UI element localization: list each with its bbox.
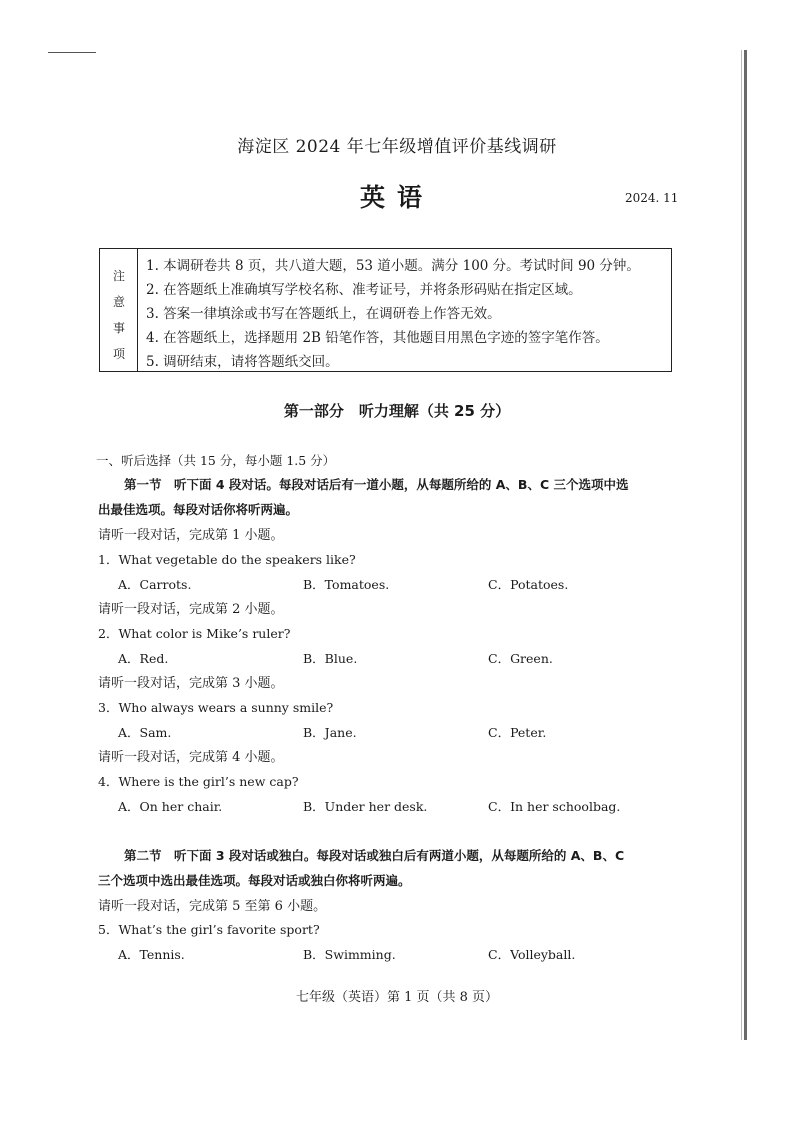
notice-item: 4. 在答题纸上，选择题用 2B 铅笔作答，其他题目用黑色字迹的签字笔作答。 xyxy=(146,330,609,346)
option-b: B．Tomatoes. xyxy=(303,577,390,592)
option-a: A．Sam. xyxy=(118,725,172,740)
notice-item: 2. 在答题纸上准确填写学校名称、准考证号，并将条形码贴在指定区域。 xyxy=(146,282,582,298)
section-instruction: 三个选项中选出最佳选项。每段对话或独白你将听两遍。 xyxy=(98,873,411,888)
section-instruction: 第二节 听下面 3 段对话或独白。每段对话或独白后有两道小题，从每题所给的 A、B、C xyxy=(124,848,625,863)
notice-heading-char: 注 xyxy=(112,269,125,283)
notice-box xyxy=(99,248,672,372)
option-a: A．Tennis. xyxy=(118,947,185,962)
scan-artifact-line xyxy=(48,52,96,53)
section-heading: 一、听后选择（共 15 分，每小题 1.5 分） xyxy=(96,453,336,468)
notice-heading-char: 意 xyxy=(112,295,125,309)
listening-prompt: 请听一段对话，完成第 4 小题。 xyxy=(98,750,284,765)
option-c: C．Potatoes. xyxy=(488,577,569,592)
option-b: B．Under her desk. xyxy=(303,799,428,814)
exam-date: 2024. 11 xyxy=(625,191,679,205)
option-b: B．Swimming. xyxy=(303,947,396,962)
notice-item: 3. 答案一律填涂或书写在答题纸上，在调研卷上作答无效。 xyxy=(146,306,501,322)
question-text: 5．What’s the girl’s favorite sport? xyxy=(98,922,320,937)
section-instruction: 出最佳选项。每段对话你将听两遍。 xyxy=(98,502,299,517)
option-c: C．Peter. xyxy=(488,725,547,740)
listening-prompt: 请听一段对话，完成第 3 小题。 xyxy=(98,676,284,691)
listening-prompt: 请听一段对话，完成第 5 至第 6 小题。 xyxy=(98,899,327,914)
listening-prompt: 请听一段对话，完成第 2 小题。 xyxy=(98,602,284,617)
subject-title: 英语 xyxy=(359,183,434,212)
notice-item: 5. 调研结束，请将答题纸交回。 xyxy=(146,354,339,370)
option-c: C．In her schoolbag. xyxy=(488,799,621,814)
notice-item: 1. 本调研卷共 8 页，共八道大题，53 道小题。满分 100 分。考试时间 90 分钟。 xyxy=(146,258,640,274)
page-footer: 七年级（英语）第 1 页（共 8 页） xyxy=(295,990,499,1005)
option-a: A．Red. xyxy=(118,651,169,666)
option-b: B．Blue. xyxy=(303,651,358,666)
option-a: A．On her chair. xyxy=(118,799,223,814)
option-a: A．Carrots. xyxy=(118,577,192,592)
section-instruction: 第一节 听下面 4 段对话。每段对话后有一道小题，从每题所给的 A、B、C 三个选项中选 xyxy=(124,477,629,492)
notice-heading xyxy=(100,249,138,371)
notice-heading-char: 事 xyxy=(112,321,125,335)
option-c: C．Green. xyxy=(488,651,553,666)
listening-prompt: 请听一段对话，完成第 1 小题。 xyxy=(98,528,284,543)
question-text: 2．What color is Mike’s ruler? xyxy=(98,626,291,641)
question-text: 4．Where is the girl’s new cap? xyxy=(98,774,299,789)
notice-heading-char: 项 xyxy=(112,347,125,361)
option-c: C．Volleyball. xyxy=(488,947,576,962)
question-text: 3．Who always wears a sunny smile? xyxy=(98,700,334,715)
exam-title: 海淀区 2024 年七年级增值评价基线调研 xyxy=(237,137,557,157)
question-text: 1．What vegetable do the speakers like? xyxy=(98,552,356,567)
option-b: B．Jane. xyxy=(303,725,357,740)
part-title: 第一部分 听力理解（共 25 分） xyxy=(283,402,511,420)
